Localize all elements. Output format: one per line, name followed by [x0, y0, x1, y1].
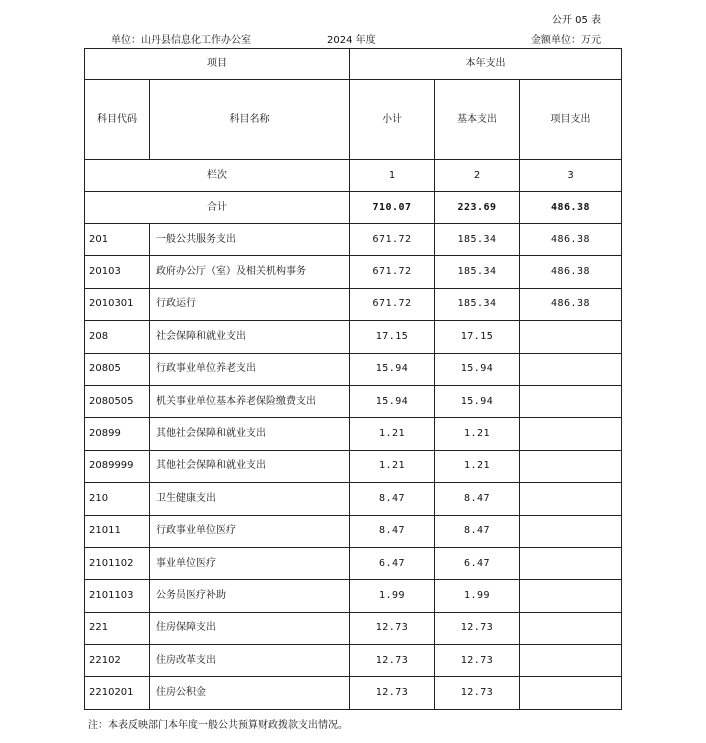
- row-name: 事业单位医疗: [150, 547, 350, 579]
- table-row: [85, 580, 622, 612]
- form-number: 公开 05 表: [551, 15, 601, 26]
- row-subtotal: 6.47: [350, 547, 435, 579]
- row-name: 住房改革支出: [150, 645, 350, 677]
- row-code: 2101102: [85, 547, 150, 579]
- row-code: 21011: [85, 515, 150, 547]
- row-subtotal: 12.73: [350, 677, 435, 709]
- row-subtotal: 671.72: [350, 256, 435, 288]
- row-basic: 12.73: [435, 612, 520, 644]
- row-basic: 185.34: [435, 288, 520, 320]
- expense-table-body: [85, 49, 622, 710]
- row-subtotal: 671.72: [350, 224, 435, 256]
- row-subtotal: 17.15: [350, 321, 435, 353]
- row-basic: 8.47: [435, 515, 520, 547]
- row-code: 22102: [85, 645, 150, 677]
- row-project: [520, 353, 622, 385]
- header-row-1: [85, 49, 622, 80]
- row-name: 机关事业单位基本养老保险缴费支出: [150, 385, 350, 417]
- row-basic: 6.47: [435, 547, 520, 579]
- header-expense: 本年支出: [350, 49, 622, 80]
- table-row: [85, 288, 622, 320]
- row-name: 住房公积金: [150, 677, 350, 709]
- row-project: [520, 547, 622, 579]
- row-code: 221: [85, 612, 150, 644]
- footnote: 注：本表反映部门本年度一般公共预算财政拨款支出情况。: [88, 720, 348, 731]
- row-project: [520, 483, 622, 515]
- row-basic: 12.73: [435, 645, 520, 677]
- table-row: [85, 547, 622, 579]
- header-code: 科目代码: [85, 80, 150, 160]
- row-name: 其他社会保障和就业支出: [150, 418, 350, 450]
- year-label: 2024 年度: [327, 35, 376, 46]
- table-row: [85, 450, 622, 482]
- header-name: 科目名称: [150, 80, 350, 160]
- row-basic: 12.73: [435, 677, 520, 709]
- index-1: 1: [350, 160, 435, 192]
- row-name: 行政事业单位医疗: [150, 515, 350, 547]
- header-subtotal: 小计: [350, 80, 435, 160]
- row-subtotal: 8.47: [350, 483, 435, 515]
- table-row: [85, 515, 622, 547]
- money-unit-label: 金额单位：万元: [531, 35, 601, 46]
- row-subtotal: 1.21: [350, 418, 435, 450]
- row-subtotal: 12.73: [350, 612, 435, 644]
- row-code: 2010301: [85, 288, 150, 320]
- row-name: 政府办公厅（室）及相关机构事务: [150, 256, 350, 288]
- row-subtotal: 8.47: [350, 515, 435, 547]
- unit-label: 单位：山丹县信息化工作办公室: [111, 35, 251, 46]
- row-name: 公务员医疗补助: [150, 580, 350, 612]
- row-code: 2080505: [85, 385, 150, 417]
- row-code: 2089999: [85, 450, 150, 482]
- row-subtotal: 1.99: [350, 580, 435, 612]
- row-code: 2101103: [85, 580, 150, 612]
- row-project: 486.38: [520, 224, 622, 256]
- row-name: 行政运行: [150, 288, 350, 320]
- row-project: [520, 385, 622, 417]
- row-code: 20899: [85, 418, 150, 450]
- row-name: 社会保障和就业支出: [150, 321, 350, 353]
- header-item: 项目: [85, 49, 350, 80]
- row-project: [520, 418, 622, 450]
- row-project: [520, 580, 622, 612]
- row-basic: 8.47: [435, 483, 520, 515]
- total-subtotal: 710.07: [350, 192, 435, 224]
- header-basic: 基本支出: [435, 80, 520, 160]
- row-subtotal: 671.72: [350, 288, 435, 320]
- row-name: 一般公共服务支出: [150, 224, 350, 256]
- table-row: [85, 353, 622, 385]
- row-code: 2210201: [85, 677, 150, 709]
- index-row: [85, 160, 622, 192]
- table-row: [85, 677, 622, 709]
- row-subtotal: 15.94: [350, 385, 435, 417]
- row-subtotal: 15.94: [350, 353, 435, 385]
- table-row: [85, 645, 622, 677]
- row-code: 201: [85, 224, 150, 256]
- index-2: 2: [435, 160, 520, 192]
- index-3: 3: [520, 160, 622, 192]
- row-code: 210: [85, 483, 150, 515]
- row-basic: 1.21: [435, 418, 520, 450]
- table-row: [85, 256, 622, 288]
- row-name: 其他社会保障和就业支出: [150, 450, 350, 482]
- total-basic: 223.69: [435, 192, 520, 224]
- row-project: [520, 450, 622, 482]
- row-project: [520, 515, 622, 547]
- table-row: [85, 483, 622, 515]
- row-basic: 15.94: [435, 385, 520, 417]
- row-basic: 15.94: [435, 353, 520, 385]
- row-project: [520, 645, 622, 677]
- table-row: [85, 224, 622, 256]
- row-basic: 1.99: [435, 580, 520, 612]
- row-name: 卫生健康支出: [150, 483, 350, 515]
- row-name: 住房保障支出: [150, 612, 350, 644]
- row-project: [520, 321, 622, 353]
- row-subtotal: 1.21: [350, 450, 435, 482]
- row-code: 20103: [85, 256, 150, 288]
- table-row: [85, 418, 622, 450]
- row-project: 486.38: [520, 256, 622, 288]
- row-code: 208: [85, 321, 150, 353]
- total-project: 486.38: [520, 192, 622, 224]
- row-project: [520, 677, 622, 709]
- index-label: 栏次: [85, 160, 350, 192]
- header-project: 项目支出: [520, 80, 622, 160]
- header-row-2: [85, 80, 622, 160]
- expense-table: [84, 48, 622, 710]
- row-basic: 185.34: [435, 224, 520, 256]
- row-project: [520, 612, 622, 644]
- row-basic: 1.21: [435, 450, 520, 482]
- table-row: [85, 321, 622, 353]
- total-label: 合计: [85, 192, 350, 224]
- total-row: [85, 192, 622, 224]
- row-subtotal: 12.73: [350, 645, 435, 677]
- row-project: 486.38: [520, 288, 622, 320]
- row-basic: 185.34: [435, 256, 520, 288]
- row-code: 20805: [85, 353, 150, 385]
- row-basic: 17.15: [435, 321, 520, 353]
- table-row: [85, 612, 622, 644]
- row-name: 行政事业单位养老支出: [150, 353, 350, 385]
- table-row: [85, 385, 622, 417]
